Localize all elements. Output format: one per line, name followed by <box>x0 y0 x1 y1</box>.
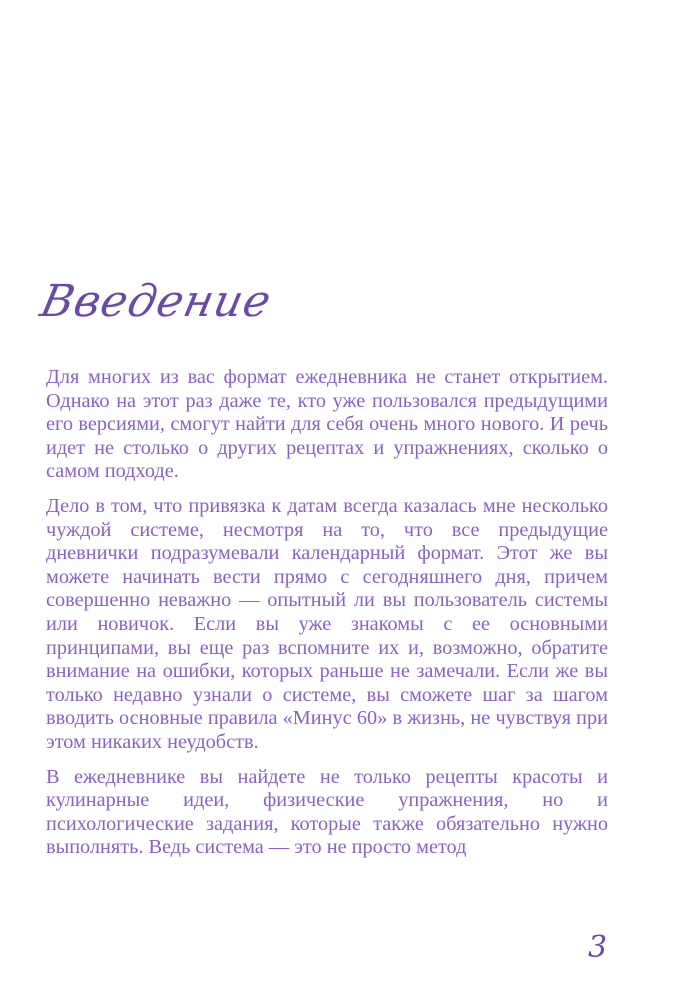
page-title: Введение <box>36 276 277 327</box>
body-text <box>46 366 608 871</box>
page-number: 3 <box>588 930 608 965</box>
paragraph-1: Для многих из вас формат ежедневника не станет открытием. Однако на этот раз даже те, кто уже пользовался предыдущими его версиями, смогут найти для себя очень много нового. И речь идет не столько о других рецептах и упражнениях, сколько о самом подходе. <box>46 366 608 483</box>
paragraph-3: В ежедневнике вы найдете не только рецепты красоты и кулинарные идеи, физические упражнения, но и психологические задания, которые также обязательно нужно выполнять. Ведь система — это не просто метод <box>46 765 608 859</box>
paragraph-2: Дело в том, что привязка к датам всегда казалась мне несколько чуждой системе, несмотря на то, что все предыдущие дневнички подразумевали календарный формат. Этот же вы можете начинать вести прямо с сегодняшнего дня, причем совершенно неважно — опытный ли вы пользователь системы или новичок. Если вы уже знакомы с ее основными принципами, вы еще раз вспомните их и, возможно, обратите внимание на ошибки, которых раньше не замечали. Если же вы только недавно узнали о системе, вы сможете шаг за шагом вводить основные правила «Минус 60» в жизнь, не чувствуя при этом никаких неудобств. <box>46 494 608 753</box>
